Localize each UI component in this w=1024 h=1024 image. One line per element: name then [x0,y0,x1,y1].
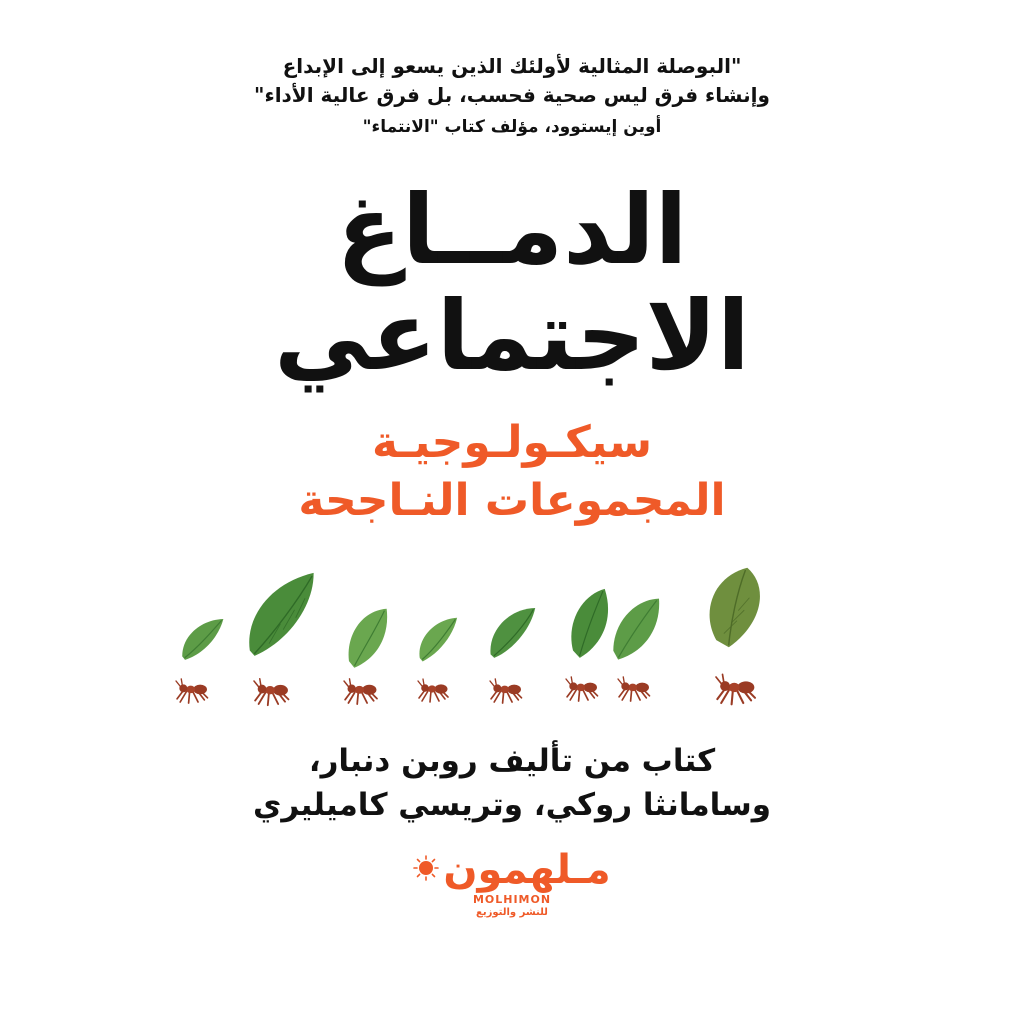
endorsement-line-1: "البوصلة المثالية لأولئك الذين يسعو إلى الإبداع [282,54,742,78]
book-title [62,174,962,392]
publisher-tagline: للنشر والتوزيع [476,907,548,919]
book-authors [102,739,922,829]
publisher-logo [312,847,712,919]
endorsement-line-2: وإنشاء فرق ليس صحية فحسب، بل فرق عالية الأداء" [254,83,770,107]
subtitle-line-1: سيكـولـوجيـة [372,417,652,469]
authors-line-1: كتاب من تأليف روبن دنبار، [308,742,716,779]
endorsement-block [132,52,892,137]
publisher-wordmark-row [312,847,712,894]
publisher-wordmark-latin: MOLHIMON [472,893,552,907]
book-subtitle [62,414,962,530]
endorsement-attribution: أوين إيستوود، مؤلف كتاب "الانتماء" [362,117,662,137]
subtitle-line-2: المجموعات النـاجحة [298,475,726,527]
publisher-wordmark-arabic: مـلهمون [443,847,611,894]
authors-line-2: وسامانثا روكي، وتريسي كاميليري [252,787,772,824]
title-line-1: الدمــاغ [336,174,688,286]
leafcutter-ants-illustration [162,565,862,725]
title-line-2: الاجتماعي [274,279,750,392]
sun-burst-icon [413,855,439,885]
